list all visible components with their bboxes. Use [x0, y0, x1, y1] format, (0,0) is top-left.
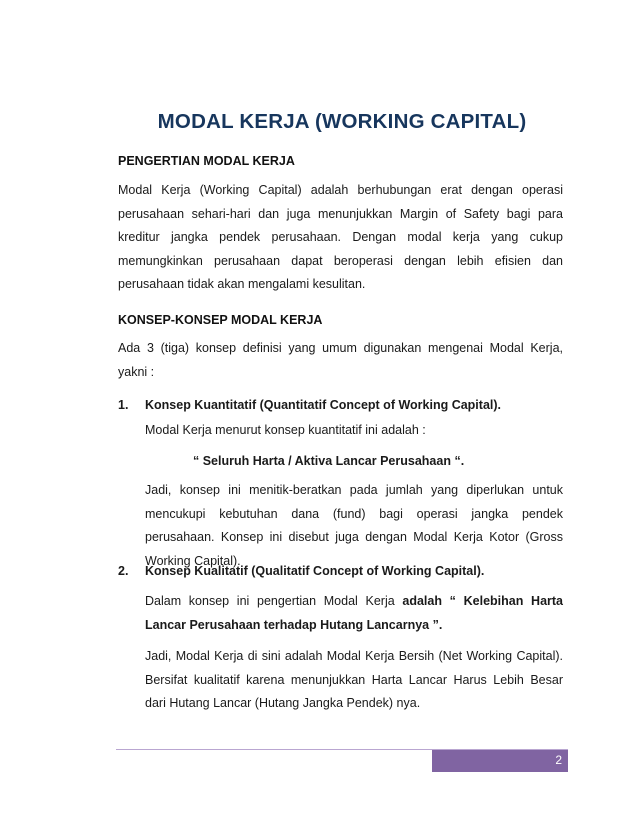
section-heading-pengertian: PENGERTIAN MODAL KERJA — [118, 154, 295, 168]
section-body-konsep: Ada 3 (tiga) konsep definisi yang umum digunakan mengenai Modal Kerja, yakni : — [118, 341, 563, 379]
list-item-kualitatif-heading — [118, 564, 484, 578]
kualitatif-intro-bold: adalah “ Kelebihan Harta Lancar Perusahaan terhadap Hutang Lancarnya ”. — [145, 594, 564, 632]
page-number-box — [432, 750, 568, 772]
kuantitatif-body: Jadi, konsep ini menitik-beratkan pada jumlah yang diperlukan untuk mencukupi kebutuhan dana (fund) bagi operasi jangka pendek perusahaan. Konsep ini disebut juga dengan Modal Kerja Kotor (Gross Working Capital). — [145, 483, 563, 568]
page-title: MODAL KERJA (WORKING CAPITAL) — [157, 110, 527, 133]
kualitatif-intro-plain: Dalam konsep ini pengertian Modal Kerja — [145, 594, 403, 608]
list-number: 1. — [118, 398, 129, 412]
list-number: 2. — [118, 564, 129, 578]
kualitatif-intro — [145, 590, 563, 637]
list-item-kuantitatif-heading — [118, 398, 501, 412]
list-item-title: Konsep Kualitatif (Qualitatif Concept of Working Capital). — [145, 564, 485, 578]
section-heading-konsep: KONSEP-KONSEP MODAL KERJA — [118, 313, 323, 327]
page-number: 2 — [555, 753, 562, 767]
list-item-title: Konsep Kuantitatif (Quantitatif Concept of Working Capital). — [145, 398, 502, 412]
kualitatif-body: Jadi, Modal Kerja di sini adalah Modal Kerja Bersih (Net Working Capital). Bersifat kualitatif karena menunjukkan Harta Lancar Harus Lebih Besar dari Hutang Lancar (Hutang Jangka Pendek) nya. — [145, 649, 563, 710]
kuantitatif-quote: “ Seluruh Harta / Aktiva Lancar Perusahaan “. — [193, 454, 465, 468]
kuantitatif-intro: Modal Kerja menurut konsep kuantitatif ini adalah : — [145, 423, 426, 437]
section-body-pengertian: Modal Kerja (Working Capital) adalah berhubungan erat dengan operasi perusahaan sehari-hari dan juga menunjukkan Margin of Safety bagi para kreditur jangka pendek perusahaan. Dengan modal kerja yang cukup memungkinkan perusahaan dapat beroperasi dengan lebih efisien dan perusahaan tidak akan mengalami kesulitan. — [118, 183, 563, 291]
